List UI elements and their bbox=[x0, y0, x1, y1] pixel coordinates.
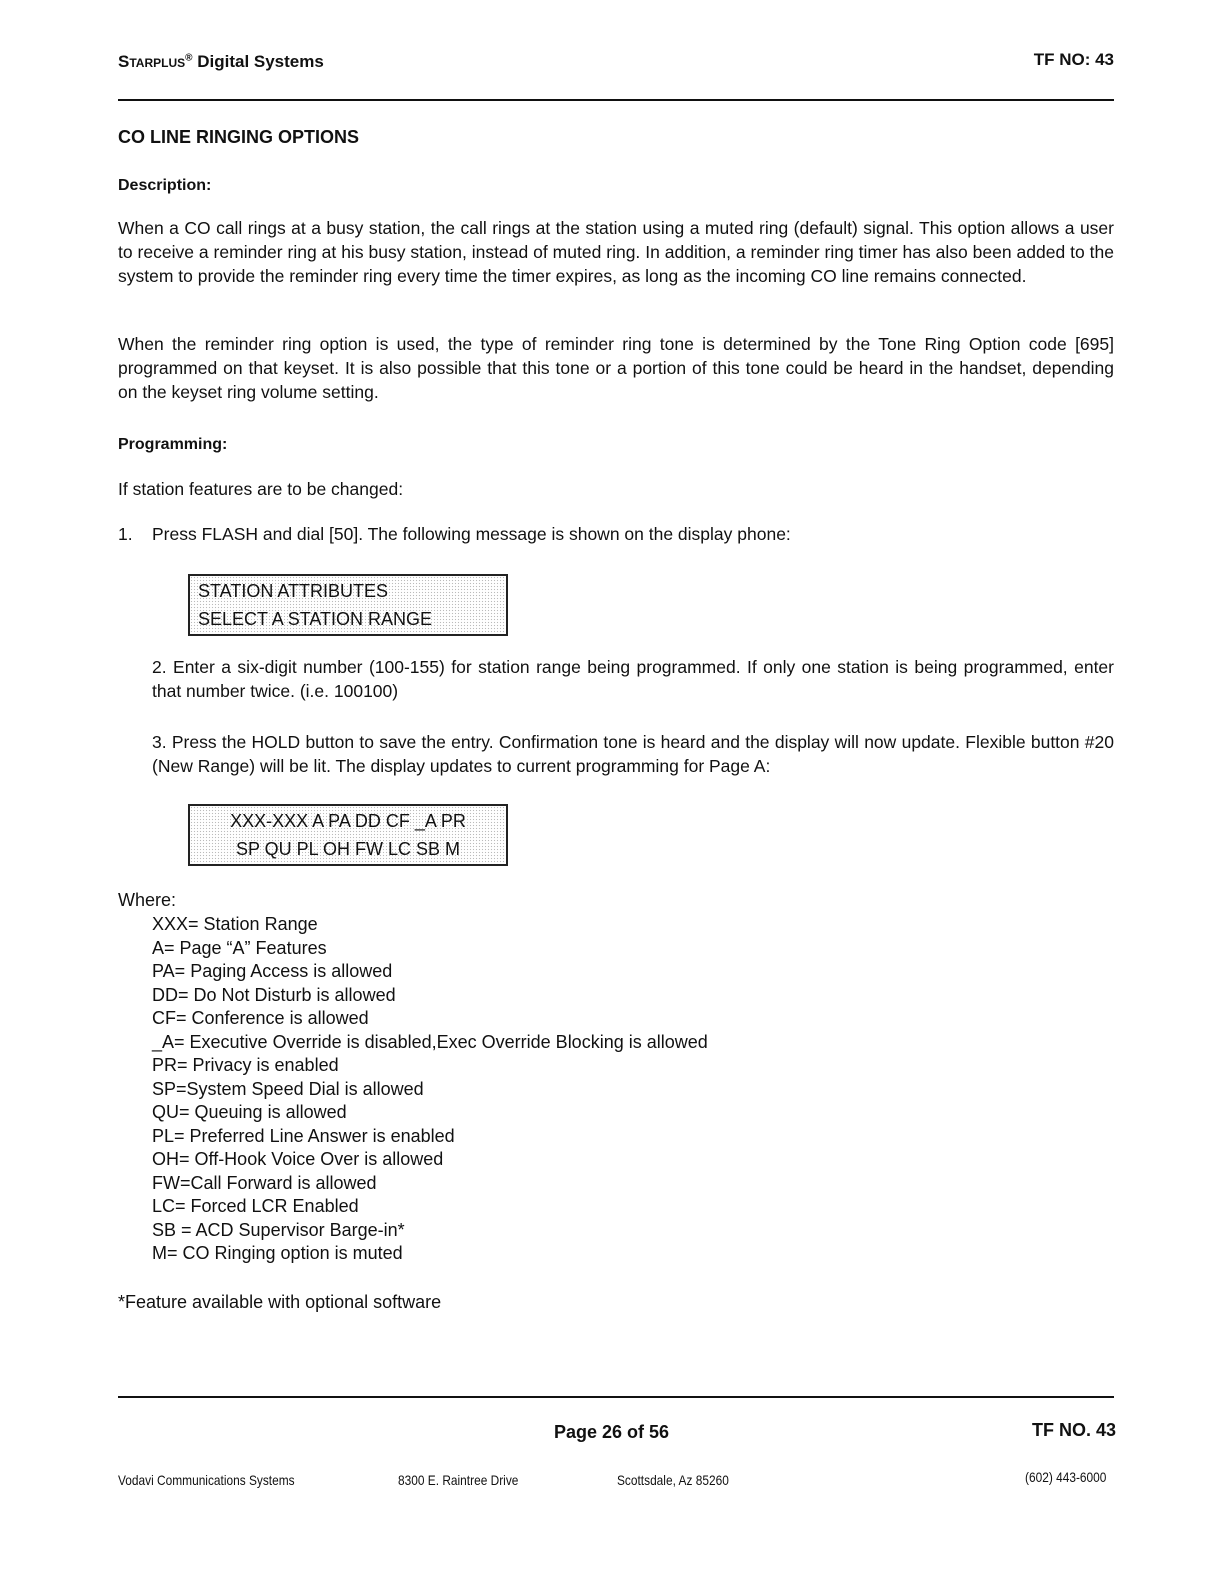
legend-item: SB = ACD Supervisor Barge-in* bbox=[152, 1219, 405, 1240]
legend-item: _A= Executive Override is disabled,Exec Override Blocking is allowed bbox=[152, 1031, 708, 1052]
legend-item: A= Page “A” Features bbox=[152, 937, 327, 958]
step-1-text: Press FLASH and dial [50]. The following message is shown on the display phone: bbox=[152, 524, 791, 544]
display-line: SP QU PL OH FW LC SB M bbox=[235, 839, 461, 859]
display-line: XXX-XXX A PA DD CF _A PR bbox=[230, 811, 466, 831]
legend-item: SP=System Speed Dial is allowed bbox=[152, 1078, 424, 1099]
legend-item: PR= Privacy is enabled bbox=[152, 1055, 339, 1075]
legend-item: PL= Preferred Line Answer is enabled bbox=[152, 1125, 455, 1146]
registered-mark: ® bbox=[185, 52, 193, 64]
display-page-a bbox=[188, 804, 508, 866]
legend-item: CF= Conference is allowed bbox=[152, 1008, 369, 1028]
display-station-attributes bbox=[188, 574, 508, 636]
legend-item: DD= Do Not Disturb is allowed bbox=[152, 984, 396, 1005]
display-line: SELECT A STATION RANGE bbox=[198, 609, 433, 629]
footer-phone: (602) 443-6000 bbox=[1025, 1469, 1107, 1485]
legend-item: XXX= Station Range bbox=[152, 914, 318, 934]
page-number: Page 26 of 56 bbox=[554, 1422, 670, 1442]
legend-item: PA= Paging Access is allowed bbox=[152, 961, 393, 981]
header-brand bbox=[118, 52, 324, 72]
footer-address: 8300 E. Raintree Drive bbox=[398, 1472, 519, 1488]
legend-item: FW=Call Forward is allowed bbox=[152, 1172, 377, 1193]
step-1-number: 1. bbox=[118, 524, 133, 544]
footer-rule bbox=[118, 1396, 1114, 1398]
step-3-text: 3. Press the HOLD button to save the entry. Confirmation tone is heard and the display will now update. Flexible button #20 (New Range) will be lit. The display updates to current programming for Page A: bbox=[152, 732, 1114, 776]
programming-heading: Programming: bbox=[118, 436, 228, 453]
footer-tf-number: TF NO. 43 bbox=[1031, 1420, 1116, 1440]
description-paragraph-1: When a CO call rings at a busy station, the call rings at the station using a muted ring (default) signal. This option allows a user to receive a reminder ring at his busy station, instead of muted ring. In addition, a reminder ring timer has also been added to the system to provide the reminder ring every time the timer expires, as long as the incoming CO line remains connected. bbox=[118, 218, 1114, 286]
display-line: STATION ATTRIBUTES bbox=[198, 581, 389, 601]
header-tf-number: TF NO: 43 bbox=[1033, 50, 1114, 69]
description-paragraph-2: When the reminder ring option is used, the type of reminder ring tone is determined by the Tone Ring Option code [695] programmed on that keyset. It is also possible that this tone or a portion of this tone could be heard in the handset, depending on the keyset ring volume setting. bbox=[118, 334, 1114, 402]
header-rule bbox=[118, 99, 1114, 101]
legend-item: M= CO Ringing option is muted bbox=[152, 1243, 403, 1263]
intro-text: If station features are to be changed: bbox=[118, 479, 404, 499]
brand-suffix: Digital Systems bbox=[192, 52, 324, 71]
footnote: *Feature available with optional software bbox=[118, 1292, 442, 1312]
where-label: Where: bbox=[118, 890, 177, 910]
footer-city: Scottsdale, Az 85260 bbox=[617, 1472, 729, 1488]
legend-list bbox=[152, 913, 708, 1266]
footer-company: Vodavi Communications Systems bbox=[118, 1472, 295, 1488]
legend-item: QU= Queuing is allowed bbox=[152, 1102, 347, 1122]
legend-item: LC= Forced LCR Enabled bbox=[152, 1196, 359, 1216]
description-heading: Description: bbox=[118, 177, 212, 194]
step-2-text: 2. Enter a six-digit number (100-155) for station range being programmed. If only one station is being programmed, enter that number twice. (i.e. 100100) bbox=[152, 657, 1114, 701]
page-title: CO LINE RINGING OPTIONS bbox=[118, 127, 360, 147]
legend-item: OH= Off-Hook Voice Over is allowed bbox=[152, 1149, 444, 1169]
brand-name: Starplus bbox=[118, 52, 186, 71]
